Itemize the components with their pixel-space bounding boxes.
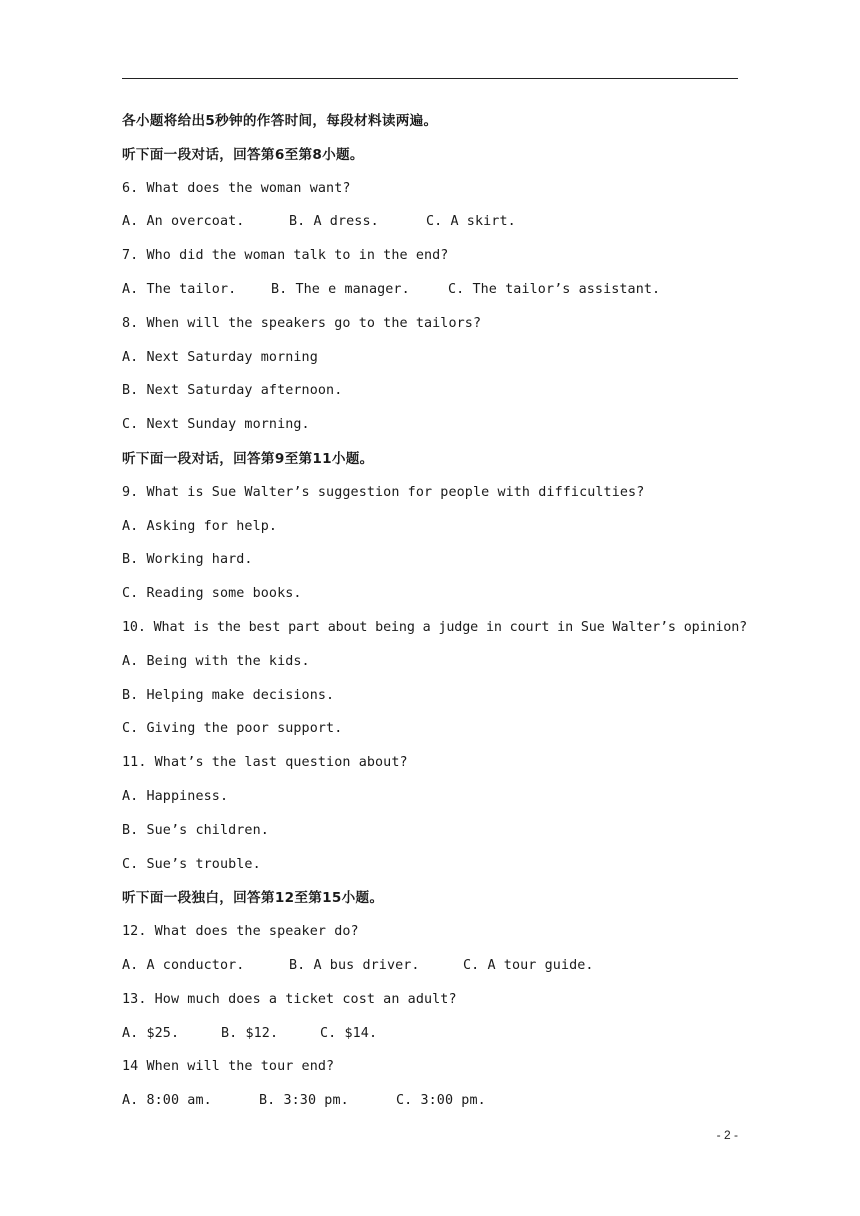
header-rule	[122, 78, 738, 79]
option: B. Sue’s children.	[122, 822, 269, 838]
option: A. An overcoat.	[122, 214, 245, 230]
section-heading: 听下面一段对话，回答第6至第8小题。	[122, 146, 364, 163]
option: B. A bus driver.	[289, 957, 420, 973]
section-heading: 听下面一段对话，回答第9至第11小题。	[122, 450, 374, 467]
option: B. A dress.	[289, 214, 379, 230]
question: 6. What does the woman want?	[122, 180, 351, 196]
option: A. The tailor.	[122, 281, 237, 297]
option: C. A tour guide.	[463, 957, 594, 973]
option: C. Next Sunday morning.	[122, 417, 310, 433]
option: A. Next Saturday morning	[122, 349, 318, 365]
option: A. 8:00 am.	[122, 1093, 212, 1109]
question: 10. What is the best part about being a judge in court in Sue Walter’s opinion?	[122, 619, 748, 635]
option: A. Being with the kids.	[122, 653, 310, 669]
section-heading: 听下面一段独白，回答第12至第15小题。	[122, 890, 384, 907]
question: 7. Who did the woman talk to in the end?	[122, 248, 449, 264]
option: A. Asking for help.	[122, 518, 278, 534]
option: C. A skirt.	[426, 214, 516, 230]
option: B. $12.	[221, 1025, 279, 1041]
option: B. Working hard.	[122, 552, 253, 568]
options-row	[122, 955, 742, 989]
option: C. 3:00 pm.	[396, 1093, 486, 1109]
options-row	[122, 1090, 742, 1124]
option: C. Sue’s trouble.	[122, 856, 261, 872]
option: A. $25.	[122, 1025, 180, 1041]
question: 14 When will the tour end?	[122, 1059, 335, 1075]
option: B. Next Saturday afternoon.	[122, 383, 343, 399]
options-row	[122, 211, 742, 245]
option: B. 3:30 pm.	[259, 1093, 349, 1109]
question: 13. How much does a ticket cost an adult?	[122, 991, 457, 1007]
option: C. Giving the poor support.	[122, 721, 343, 737]
option: A. Happiness.	[122, 788, 229, 804]
option: C. The tailor’s assistant.	[448, 281, 661, 297]
options-row	[122, 1023, 742, 1057]
instructions: 各小题将给出5秒钟的作答时间，每段材料读两遍。	[122, 113, 438, 129]
option: A. A conductor.	[122, 957, 245, 973]
option: B. The e manager.	[271, 281, 410, 297]
option: B. Helping make decisions.	[122, 687, 335, 703]
option: C. Reading some books.	[122, 586, 302, 602]
question: 8. When will the speakers go to the tailors?	[122, 315, 482, 331]
page-number: - 2 -	[716, 1128, 738, 1142]
options-row	[122, 279, 742, 313]
question: 12. What does the speaker do?	[122, 924, 359, 940]
option: C. $14.	[320, 1025, 378, 1041]
exam-content	[122, 110, 748, 1124]
question: 9. What is Sue Walter’s suggestion for people with difficulties?	[122, 484, 645, 500]
question: 11. What’s the last question about?	[122, 755, 408, 771]
